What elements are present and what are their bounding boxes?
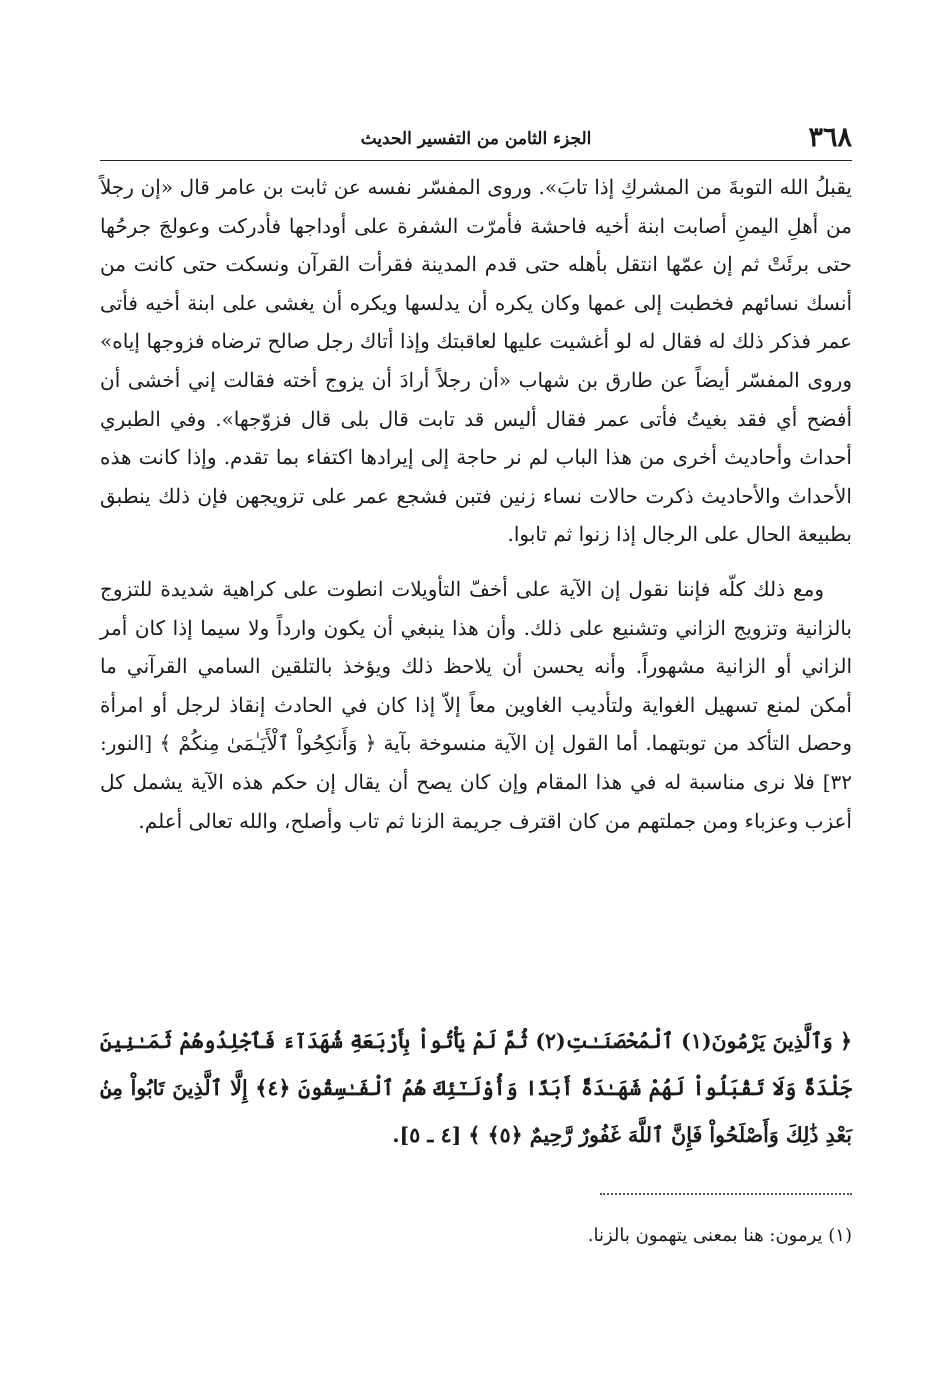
page-number: ٣٦٨ [808, 122, 852, 153]
page-header [100, 120, 852, 161]
body-paragraph: يقبلُ الله التوبةَ من المشركِ إذا تابَ». وروى المفسّر نفسه عن ثابت بن عامر قال «إن رجلاً من أهلِ اليمنِ أصابت ابنة أخيه فاحشة فأمرّت الشفرة على أوداجها فأدركت وعولجَ جرحُها حتى برئَتْ ثم إن عمّها انتقل بأهله حتى قدم المدينة فقرأت القرآن ونسكت حتى كانت من أنسك نسائهم فخطبت إلى عمها وكان يكره أن يدلسها ويكره أن يغشى على ابنة أخيه فأتى عمر فذكر ذلك له فقال له لو أغشيت عليها لعاقبتك وإذا أتاك رجل صالح ترضاه فزوجها إياه» وروى المفسّر أيضاً عن طارق بن شهاب «أن رجلاً أرادَ أن يزوج أخته فقالت إني أخشى أن أفضح أي فقد بغيتُ فأتى عمر فقال أليس قد تابت قال بلى قال فزوّجها». وفي الطبري أحداث وأحاديث أخرى من هذا الباب لم نر حاجة إلى إيرادها اكتفاء بما تقدم. وإذا كانت هذه الأحداث والأحاديث ذكرت حالات نساء زنين فتبن فشجع عمر على تزويجهن فإن ذلك ينطبق بطبيعة الحال على الرجال إذا زنوا ثم تابوا. [100, 175, 852, 547]
body-text [100, 168, 852, 840]
footnote: (١) يرمون: هنا بمعنى يتهمون بالزنا. [587, 1225, 852, 1246]
running-title: الجزء الثامن من التفسير الحديث [360, 129, 592, 149]
quran-verse: ﴿ وَٱلَّذِينَ يَرْمُونَ(١) ٱلْمُحْصَنَـٰتِ(٢) ثُمَّ لَمْ يَأْتُواْ بِأَرْبَعَةِ شُهَدَآءَ فَٱجْلِدُوهُمْ ثَمَـٰنِينَ جَلْدَةً وَلَا تَقْبَلُواْ لَهُمْ شَهَـٰدَةً أَبَدًا وَأُوْلَـٰٓئِكَ هُمُ ٱلْفَـٰسِقُونَ ﴿٤﴾ إِلَّا ٱلَّذِينَ تَابُواْ مِنۢ بَعْدِ ذَٰلِكَ وَأَصْلَحُواْ فَإِنَّ ٱللَّهَ غَفُورٌ رَّحِيمٌ ﴿٥﴾ ﴾ [٤ ـ ٥]. [100, 1029, 852, 1147]
footnote-separator [600, 1193, 852, 1195]
body-paragraph: ومع ذلك كلّه فإننا نقول إن الآية على أخفّ التأويلات انطوت على كراهية شديدة للتزوج بالزانية وتزويج الزاني وتشنيع على ذلك. وأن هذا ينبغي أن يكون وارداً ولا سيما إذا كان أمر الزاني أو الزانية مشهوراً. وأنه يحسن أن يلاحظ ذلك ويؤخذ بالتلقين السامي القرآني ما أمكن لمنع تسهيل الغواية ولتأديب الغاوين معاً إلاّ إذا كان في الحادث إنقاذ لرجل أو امرأة وحصل التأكد من توبتهما. أما القول إن الآية منسوخة بآية ﴿ وَأَنكِحُواْ ٱلْأَيَـٰمَىٰ مِنكُمْ ﴾ [النور: ٣٢] فلا نرى مناسبة له في هذا المقام وإن كان يصح أن يقال إن حكم هذه الآية يشمل كل أعزب وعزباء ومن جملتهم من كان اقترف جريمة الزنا ثم تاب وأصلح، والله تعالى أعلم. [100, 576, 852, 833]
